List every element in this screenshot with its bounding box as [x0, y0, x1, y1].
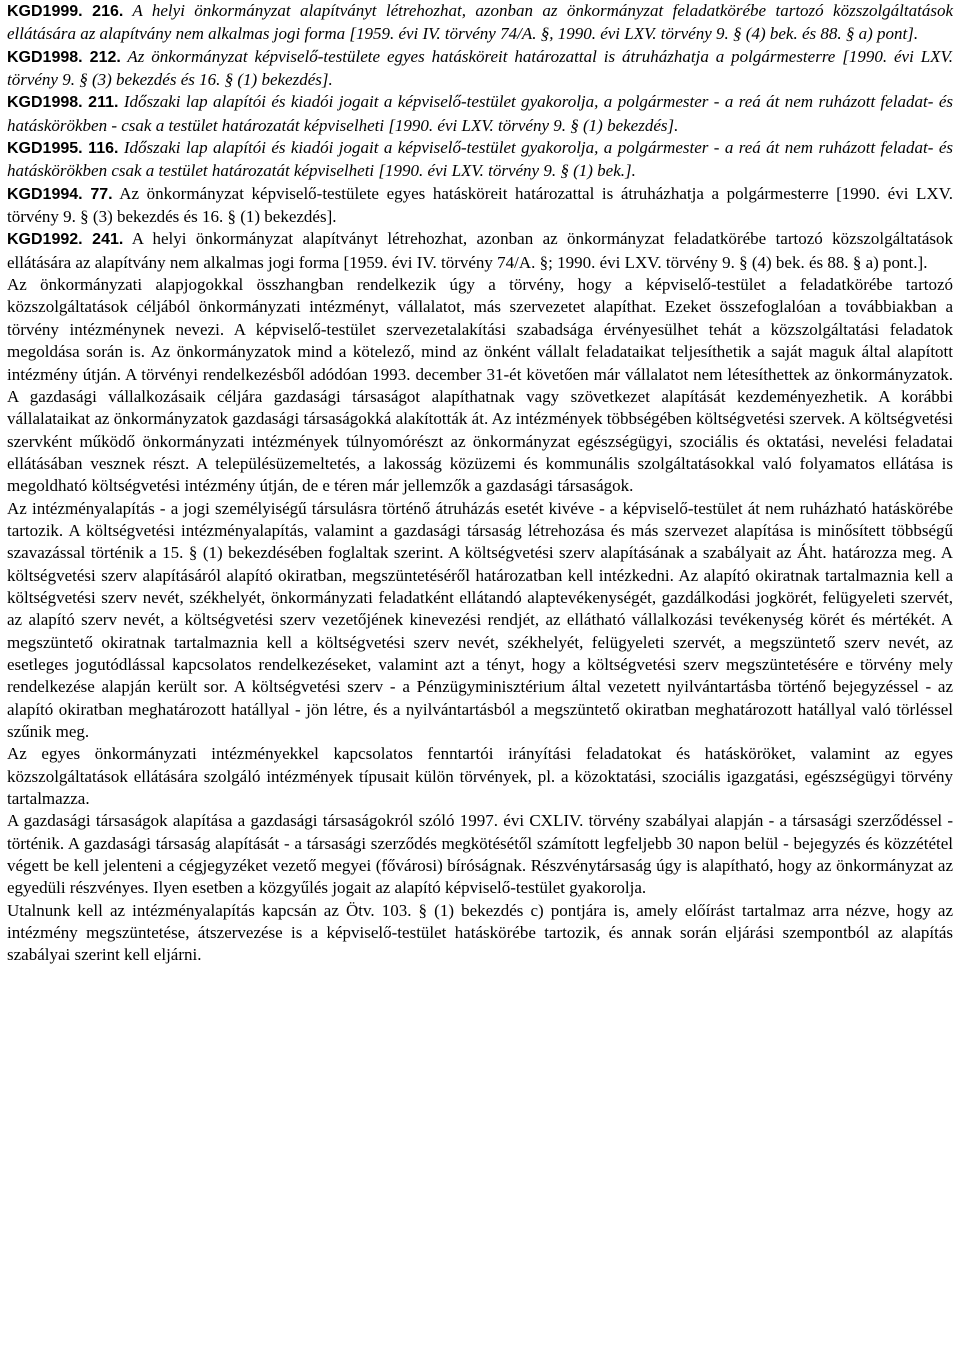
body-paragraph-dissolution: Utalnunk kell az intézményalapítás kapcsán az Ötv. 103. § (1) bekezdés c) pontjára is, amely előírást tartalmaz arra nézve, hogy az intézmény megszüntetése, átszervezése is a képviselő-testület hatáskörébe tartozik, és annak során eljárási szempontból az alapítás szabályai szerint kell eljárni. [7, 900, 953, 965]
body-paragraph-companies: A gazdasági társaságok alapítása a gazdasági társaságokról szóló 1997. évi CXLIV. törvény szabályai alapján - a társasági szerződéssel - történik. A gazdasági társaság alapítását - a társasági szerződés megkötésétől számított legfeljebb 30 napon belül - bejegyzés és közzététel végett be kell jelenteni a cégjegyzéket vezető megyei (fővárosi) bíróságnak. Részvénytársaság úgy is alapítható, hogy az önkormányzat az egyedüli részvényes. Ilyen esetben a közgyűlés jogait az alapító képviselő-testület gyakorolja. [7, 811, 953, 898]
body-paragraph-founding: Az intézményalapítás - a jogi személyiségű társulásra történő átruházás esetét kivéve - a képviselő-testület át nem ruházható hatáskörébe tartozik. A költségvetési intézményalapítás, valamint a gazdasági társaság létrehozása és más szervezet alapítása is minősített többségű szavazással történik a 15. § (1) bekezdésében foglaltak szerint. A költségvetési szerv alapításának a szabályait az Áht. határozza meg. A költségvetési szerv alapításáról alapító okiratban, megszüntetéséről határozatban kell intézkedni. Az alapító okiratnak tartalmaznia kell a költségvetési szerv nevét, székhelyét, önkormányzati feladatként ellátandó alaptevékenységét, gazdálkodási jogkörét, felügyeleti szervét, az alapító szerv nevét, a költségvetési szerv vezetőjének kinevezési rendjét, az ellátható vállalkozási tevékenység körét és mértékét. A megszüntető okiratnak tartalmaznia kell a költségvetési szerv nevét, székhelyét, felügyeleti szervét, a megszüntető szerv nevét, az esetleges jogutódlással kapcsolatos rendelkezéseket, valamint azt a tényt, hogy a költségvetési szerv megszüntetésére e törvény mely rendelkezése alapján került sor. A költségvetési szerv - a Pénzügyminisztérium által vezetett nyilvántartásba történő bejegyzéssel - az alapító okiratban meghatározott hatállyal - jön létre, és a nyilvántartásból a megszüntető okiratban meghatározott hatállyal való törléssel szűnik meg. [7, 498, 953, 741]
ruling-reference: KGD1998. 211. [7, 94, 119, 112]
ruling-reference: KGD1999. 216. [7, 3, 124, 20]
ruling-entry [7, 0, 953, 46]
ruling-reference: KGD1995. 116. [7, 140, 119, 158]
ruling-entry [7, 46, 953, 92]
ruling-summary: Az önkormányzat képviselő-testülete egyes hatásköreit határozattal is átruházhatja a polgármesterre [1990. évi LXV. törvény 9. § (3) bekezdés és 16. § (1) bekezdés]. [7, 46, 953, 90]
ruling-reference: KGD1998. 212. [7, 48, 121, 66]
ruling-entry [7, 228, 953, 274]
ruling-summary: Időszaki lap alapítói és kiadói jogait a képviselő-testület gyakorolja, a polgármester - a reá át nem ruházott feladat- és hatáskörökben csak a testület határozatát képviselheti [1990. évi LXV. törvény 9. § (1) bek.]. [7, 138, 953, 181]
ruling-summary: A helyi önkormányzat alapítványt létrehozhat, azonban az önkormányzat feladatkörébe tartozó közszolgáltatások ellátására az alapítvány nem alkalmas jogi forma [1959. évi IV. törvény 74/A. §; 1990. évi LXV. törvény 9. § (4) bek. és 88. § a) pont.]. [7, 229, 953, 272]
body-paragraph-sector-laws: Az egyes önkormányzati intézményekkel kapcsolatos fenntartói irányítási feladatokat és hatásköröket, valamint az egyes közszolgáltatások ellátására szolgáló intézmények típusait külön törvények, pl. a közoktatási, szociális igazgatási, egészségügyi törvény tartalmazza. [7, 744, 953, 809]
ruling-entry [7, 137, 953, 183]
body-paragraph-institutions: Az önkormányzati alapjogokkal összhangban rendelkezik úgy a törvény, hogy a képviselő-testület a feladatkörébe tartozó közszolgáltatások céljából önkormányzati intézményt, vállalatot, más szervezetet alapíthat. Ezeket összefoglalóan a továbbiakban a törvény intézménynek nevezi. A képviselő-testület szervezetalakítási szabadsága érvényesülhet tehát a közszolgáltatási feladatok megoldása során is. Az önkormányzatok mind a kötelező, mind az önként vállalt feladataikat teljesíthetik a saját maguk által alapított intézmény útján. A törvényi rendelkezésből adódóan 1993. december 31-ét követően már vállalatot nem létesíthettek az önkormányzatok. A gazdasági vállalkozásaik céljára gazdasági társaságot alapíthatnak vagy szövetkezet alapítását kezdeményezhetik. A korábbi vállalataikat az önkormányzatok gazdasági társaságokká alakították át. Az intézmények többségében költségvetési szervek. A költségvetési szervként működő önkormányzati intézmények túlnyomórészt az önkormányzat egészségügyi, szociális és oktatási, nevelési feladatai ellátásában vesznek részt. A településüzemeltetés, a lakosság közüzemi és kommunális szolgáltatásokkal való folyamatos ellátása is megoldható költségvetési intézmény útján, de e téren már jellemzők a gazdasági társaságok. [7, 275, 953, 496]
ruling-summary: Időszaki lap alapítói és kiadói jogait a képviselő-testület gyakorolja, a polgármester - a reá át nem ruházott feladat- és hatáskörökben - csak a testület határozatát képviselheti [1990. évi LXV. törvény 9. § (1) bekezdés]. [7, 92, 953, 135]
ruling-entry [7, 183, 953, 229]
ruling-reference: KGD1992. 241. [7, 231, 124, 249]
ruling-entry [7, 91, 953, 137]
ruling-reference: KGD1994. 77. [7, 185, 113, 203]
ruling-summary: Az önkormányzat képviselő-testülete egyes hatásköreit határozattal is átruházhatja a polgármesterre [1990. évi LXV. törvény 9. § (3) bekezdés és 16. § (1) bekezdés]. [7, 183, 953, 227]
ruling-summary: A helyi önkormányzat alapítványt létrehozhat, azonban az önkormányzat feladatkörébe tartozó közszolgáltatások ellátására az alapítvány nem alkalmas jogi forma [1959. évi IV. törvény 74/A. §, 1990. évi LXV. törvény 9. § (4) bek. és 88. § a) pont]. [7, 1, 953, 44]
